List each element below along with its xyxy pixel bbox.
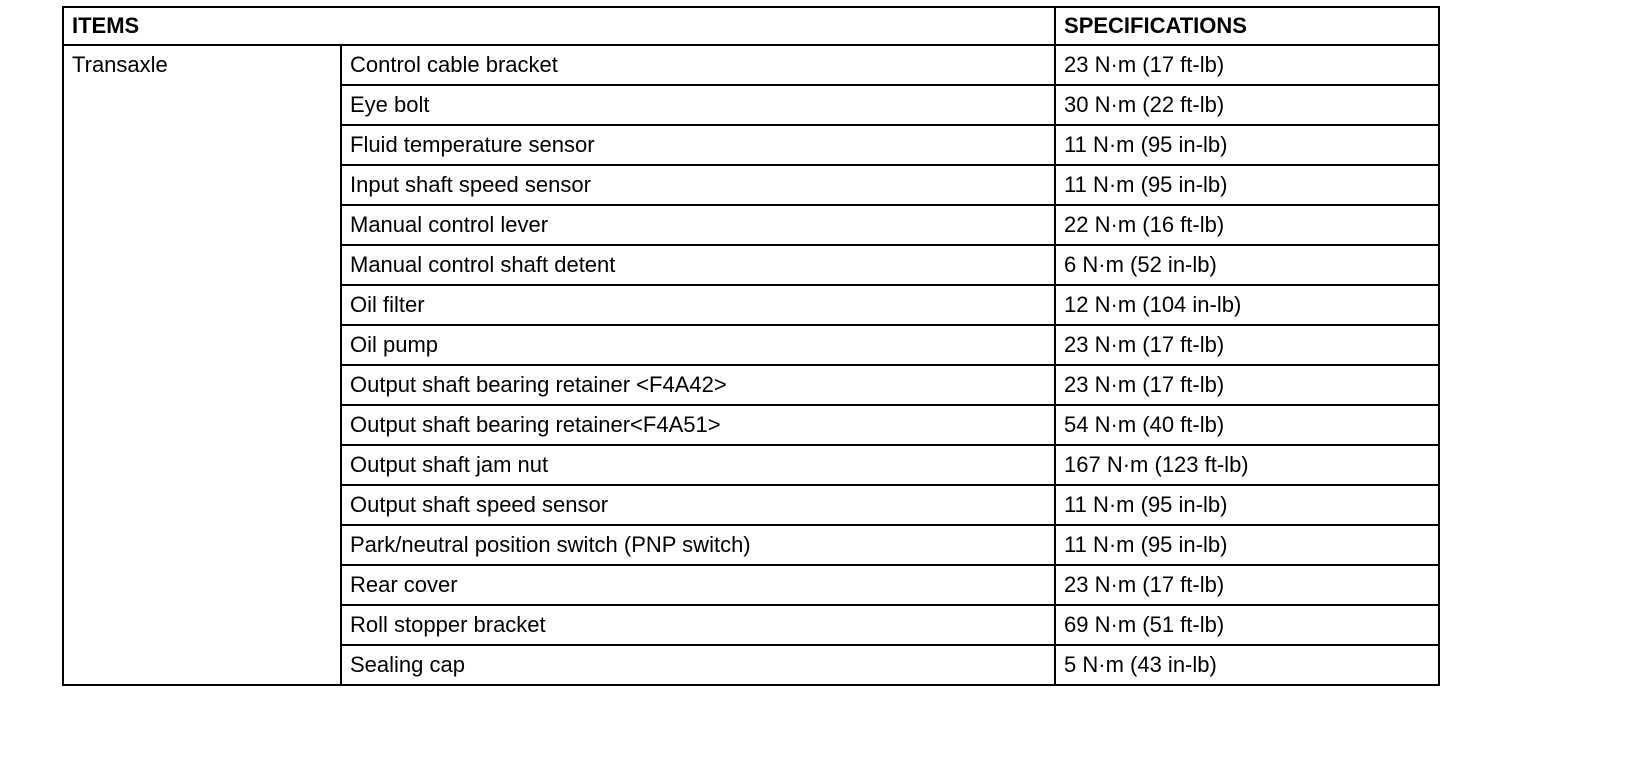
spec-cell: 11 N·m (95 in-lb) [1055, 165, 1439, 205]
specifications-header: SPECIFICATIONS [1055, 7, 1439, 45]
item-cell: Rear cover [341, 565, 1055, 605]
group-cell: Transaxle [63, 45, 341, 685]
spec-cell: 23 N·m (17 ft-lb) [1055, 45, 1439, 85]
spec-cell: 23 N·m (17 ft-lb) [1055, 325, 1439, 365]
table-row [63, 45, 1439, 85]
spec-cell: 11 N·m (95 in-lb) [1055, 525, 1439, 565]
header-row [63, 7, 1439, 45]
item-cell: Manual control lever [341, 205, 1055, 245]
item-cell: Output shaft speed sensor [341, 485, 1055, 525]
items-header: ITEMS [63, 7, 1055, 45]
spec-cell: 11 N·m (95 in-lb) [1055, 485, 1439, 525]
spec-cell: 22 N·m (16 ft-lb) [1055, 205, 1439, 245]
spec-cell: 12 N·m (104 in-lb) [1055, 285, 1439, 325]
spec-cell: 69 N·m (51 ft-lb) [1055, 605, 1439, 645]
item-cell: Oil pump [341, 325, 1055, 365]
specifications-table [62, 6, 1440, 686]
spec-cell: 30 N·m (22 ft-lb) [1055, 85, 1439, 125]
spec-cell: 54 N·m (40 ft-lb) [1055, 405, 1439, 445]
item-cell: Control cable bracket [341, 45, 1055, 85]
spec-cell: 5 N·m (43 in-lb) [1055, 645, 1439, 685]
item-cell: Output shaft bearing retainer<F4A51> [341, 405, 1055, 445]
spec-cell: 23 N·m (17 ft-lb) [1055, 365, 1439, 405]
item-cell: Roll stopper bracket [341, 605, 1055, 645]
item-cell: Fluid temperature sensor [341, 125, 1055, 165]
item-cell: Park/neutral position switch (PNP switch) [341, 525, 1055, 565]
spec-cell: 11 N·m (95 in-lb) [1055, 125, 1439, 165]
item-cell: Sealing cap [341, 645, 1055, 685]
spec-cell: 167 N·m (123 ft-lb) [1055, 445, 1439, 485]
item-cell: Output shaft jam nut [341, 445, 1055, 485]
item-cell: Eye bolt [341, 85, 1055, 125]
item-cell: Input shaft speed sensor [341, 165, 1055, 205]
item-cell: Output shaft bearing retainer <F4A42> [341, 365, 1055, 405]
spec-cell: 6 N·m (52 in-lb) [1055, 245, 1439, 285]
spec-cell: 23 N·m (17 ft-lb) [1055, 565, 1439, 605]
item-cell: Oil filter [341, 285, 1055, 325]
item-cell: Manual control shaft detent [341, 245, 1055, 285]
